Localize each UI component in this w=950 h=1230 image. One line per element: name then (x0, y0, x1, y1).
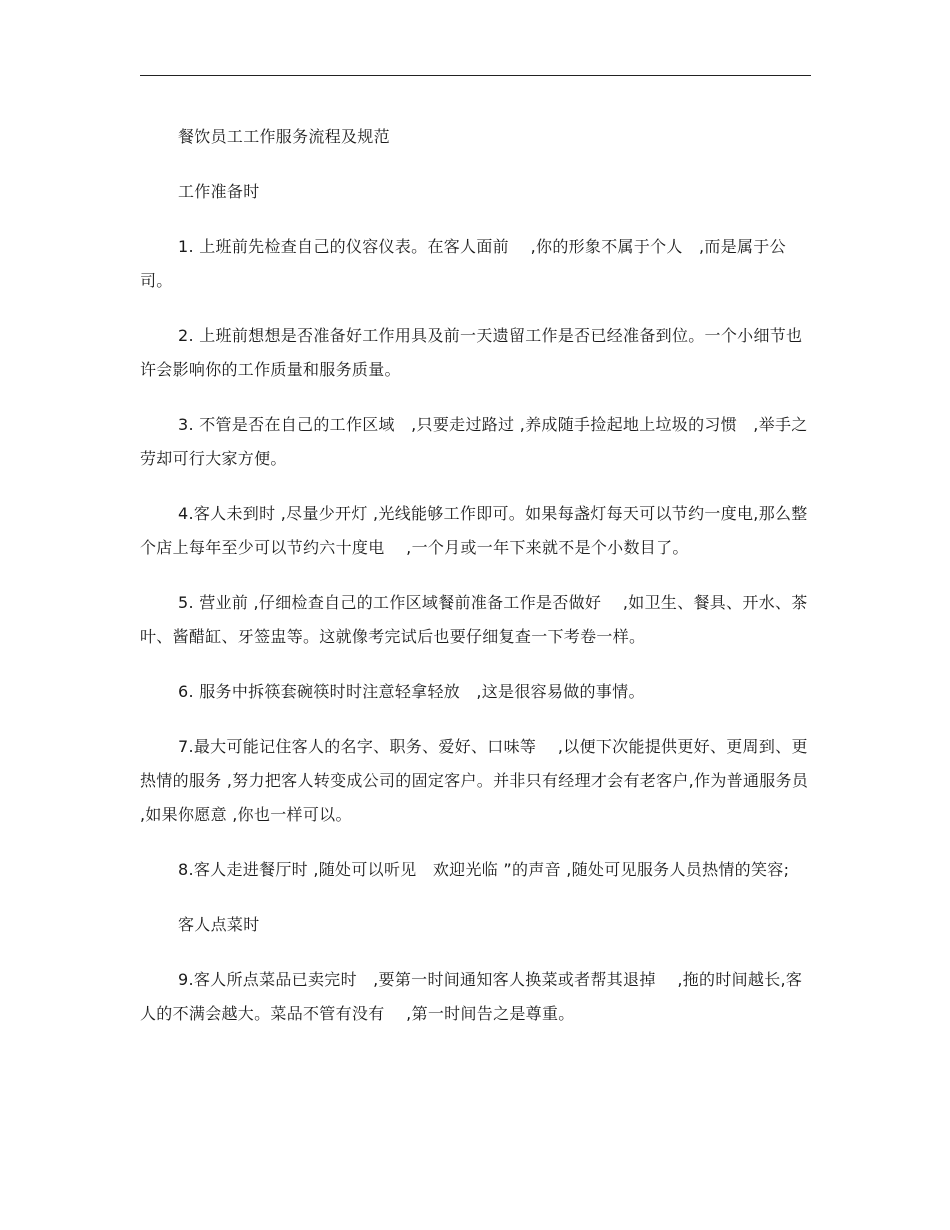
document-body (140, 120, 811, 1052)
list-item: 6. 服务中拆筷套碗筷时时注意轻拿轻放 ,这是很容易做的事情。 (178, 682, 645, 701)
list-item: 2. 上班前想想是否准备好工作用具及前一天遗留工作是否已经准备到位。一个小细节也许会影响你的工作质量和服务质量。 (140, 326, 803, 379)
section-heading-prep: 工作准备时 (178, 182, 260, 201)
document-title: 餐饮员工工作服务流程及规范 (178, 127, 390, 146)
list-item: 7.最大可能记住客人的名字、职务、爱好、口味等 ,以便下次能提供更好、更周到、更热情的服务 ,努力把客人转变成公司的固定客户。并非只有经理才会有老客户,作为普通服务员 ,如果你愿意 ,你也一样可以。 (140, 737, 809, 824)
list-item: 3. 不管是否在自己的工作区域 ,只要走过路过 ,养成随手捡起地上垃圾的习惯 ,举手之劳却可行大家方便。 (140, 415, 808, 468)
list-item: 4.客人未到时 ,尽量少开灯 ,光线能够工作即可。如果每盏灯每天可以节约一度电,那么整个店上每年至少可以节约六十度电 ,一个月或一年下来就不是个小数目了。 (140, 504, 808, 557)
list-item: 5. 营业前 ,仔细检查自己的工作区域餐前准备工作是否做好 ,如卫生、餐具、开水、茶叶、酱醋缸、牙签盅等。这就像考完试后也要仔细复查一下考卷一样。 (140, 593, 808, 646)
header-rule (140, 75, 811, 76)
list-item: 9.客人所点菜品已卖完时 ,要第一时间通知客人换菜或者帮其退掉 ,拖的时间越长,客人的不满会越大。菜品不管有没有 ,第一时间告之是尊重。 (140, 970, 803, 1023)
section-heading-order: 客人点菜时 (178, 915, 260, 934)
list-item: 8.客人走进餐厅时 ,随处可以听见 欢迎光临 ”的声音 ,随处可见服务人员热情的笑容; (178, 860, 790, 879)
list-item: 1. 上班前先检查自己的仪容仪表。在客人面前 ,你的形象不属于个人 ,而是属于公司。 (140, 237, 786, 290)
